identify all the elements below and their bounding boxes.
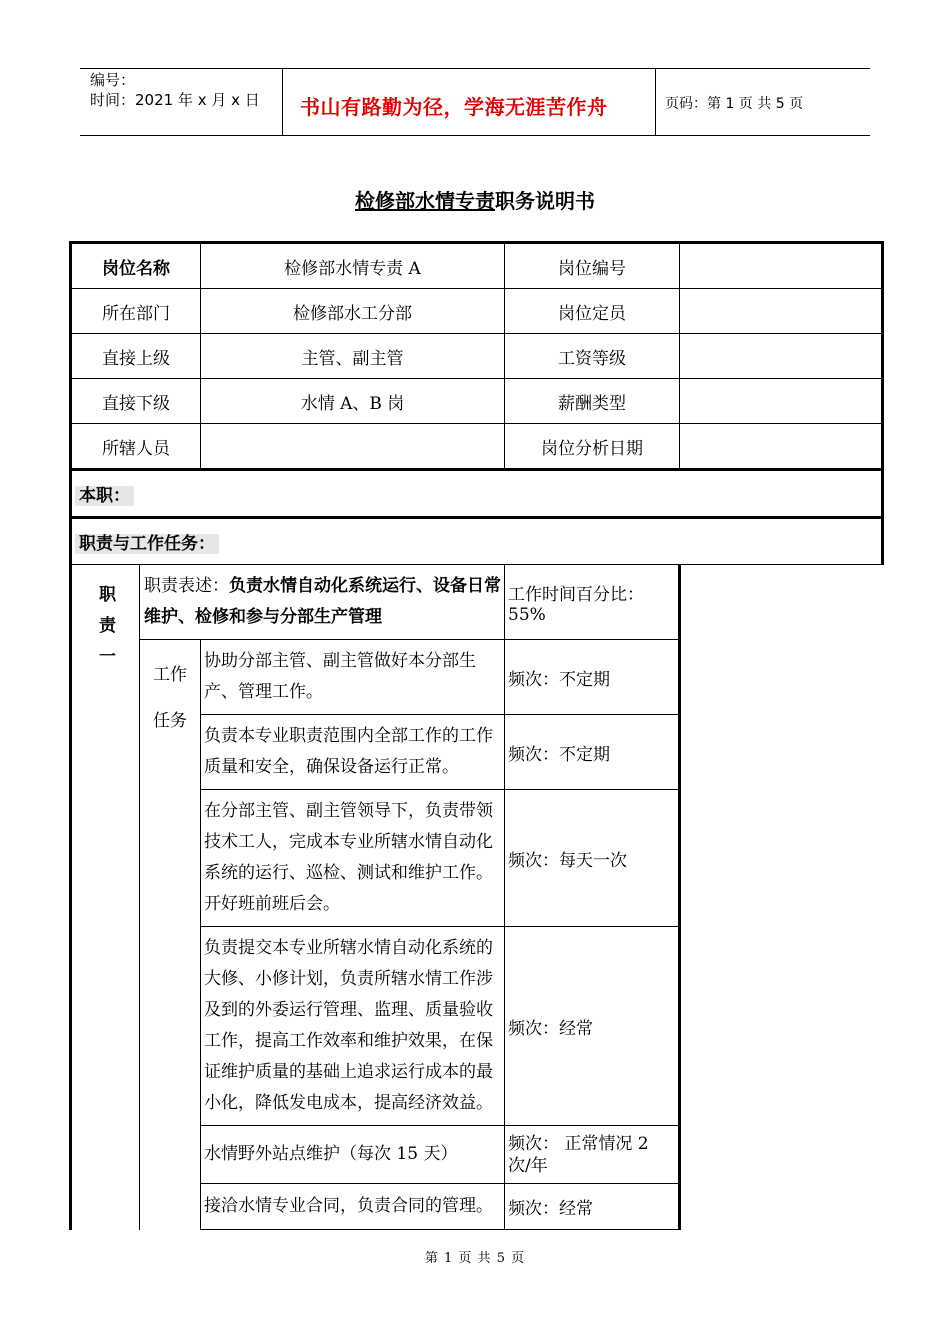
- row-dept: [71, 289, 883, 334]
- task-text: 在分部主管、副主管领导下，负责带领技术工人，完成本专业所辖水情自动化系统的运行、巡检、测试和维护工作。开好班前班后会。: [201, 790, 505, 927]
- task-frequency: 频次：不定期: [505, 715, 680, 790]
- pay-type-label: 薪酬类型: [505, 379, 680, 424]
- task-frequency: 频次：不定期: [505, 640, 680, 715]
- task-text: 协助分部主管、副主管做好本分部生产、管理工作。: [201, 640, 505, 715]
- header-bottom-rule: [80, 135, 870, 136]
- subordinate-label: 直接下级: [71, 379, 201, 424]
- subordinate-value: 水情 A、B 岗: [201, 379, 505, 424]
- benzhi-label: 本职：: [75, 486, 134, 506]
- staff-label: 所辖人员: [71, 424, 201, 470]
- row-duty1-statement: [71, 565, 883, 640]
- header-divider-left: [282, 68, 283, 136]
- row-post-name: [71, 243, 883, 289]
- dept-label: 所在部门: [71, 289, 201, 334]
- superior-label: 直接上级: [71, 334, 201, 379]
- task-text: 水情野外站点维护（每次 15 天）: [201, 1126, 505, 1184]
- post-no-value: [680, 243, 883, 289]
- task-row: [71, 640, 883, 715]
- job-description-table: [69, 241, 884, 1230]
- duty1-statement: 负责水情自动化系统运行、设备日常维护、检修和参与分部生产管理: [144, 576, 501, 627]
- dept-value: 检修部水工分部: [201, 289, 505, 334]
- document-title-underlined: 检修部水情专责: [355, 189, 495, 213]
- staffing-value: [680, 289, 883, 334]
- row-duties: [71, 518, 883, 565]
- duties-cell: [71, 518, 883, 565]
- tasks-label-cell: [140, 640, 201, 1230]
- duty1-statement-cell: [140, 565, 505, 640]
- task-text: 负责提交本专业所辖水情自动化系统的大修、小修计划，负责所辖水情工作涉及到的外委运行管理、监理、质量验收工作，提高工作效率和维护效果，在保证维护质量的基础上追求运行成本的最小化，降低发电成本，提高经济效益。: [201, 927, 505, 1126]
- post-no-label: 岗位编号: [505, 243, 680, 289]
- superior-value: 主管、副主管: [201, 334, 505, 379]
- row-staff: [71, 424, 883, 470]
- duty1-time-pct: 工作时间百分比：55%: [505, 565, 680, 640]
- post-name-value: 检修部水情专责 A: [201, 243, 505, 289]
- salary-grade-label: 工资等级: [505, 334, 680, 379]
- tasks-label-2: 任务: [153, 711, 187, 731]
- duty1-vertical-cell: [71, 565, 140, 1230]
- staffing-label: 岗位定员: [505, 289, 680, 334]
- duty1-vertical-label: 职责一: [95, 585, 115, 678]
- header-motto: 书山有路勤为径，学海无涯苦作舟: [300, 95, 608, 119]
- pay-type-value: [680, 379, 883, 424]
- header-top-rule: [80, 68, 870, 69]
- benzhi-cell: [71, 470, 883, 518]
- staff-value: [201, 424, 505, 470]
- row-superior: [71, 334, 883, 379]
- duties-label: 职责与工作任务：: [75, 534, 219, 554]
- page-footer: 第 1 页 共 5 页: [424, 1251, 526, 1266]
- document-title: [0, 185, 950, 214]
- header-time: 时间：2021 年 x 月 x 日: [90, 91, 260, 109]
- task-frequency: 频次：经常: [505, 1184, 680, 1230]
- header-divider-right: [655, 68, 656, 136]
- task-frequency: 频次：经常: [505, 927, 680, 1126]
- tasks-label-1: 工作: [153, 665, 187, 685]
- salary-grade-value: [680, 334, 883, 379]
- post-name-label: 岗位名称: [71, 243, 201, 289]
- document-title-rest: 职务说明书: [495, 189, 595, 213]
- task-text: 负责本专业职责范围内全部工作的工作质量和安全，确保设备运行正常。: [201, 715, 505, 790]
- header-number: 编号：: [90, 71, 136, 89]
- row-subordinate: [71, 379, 883, 424]
- duty1-statement-prefix: 职责表述：: [144, 576, 229, 596]
- task-frequency: 频次： 正常情况 2 次/年: [505, 1126, 680, 1184]
- analysis-date-value: [680, 424, 883, 470]
- header-page-number: 页码：第 1 页 共 5 页: [665, 96, 804, 112]
- task-text: 接洽水情专业合同，负责合同的管理。: [201, 1184, 505, 1230]
- analysis-date-label: 岗位分析日期: [505, 424, 680, 470]
- task-frequency: 频次：每天一次: [505, 790, 680, 927]
- row-benzhi: [71, 470, 883, 518]
